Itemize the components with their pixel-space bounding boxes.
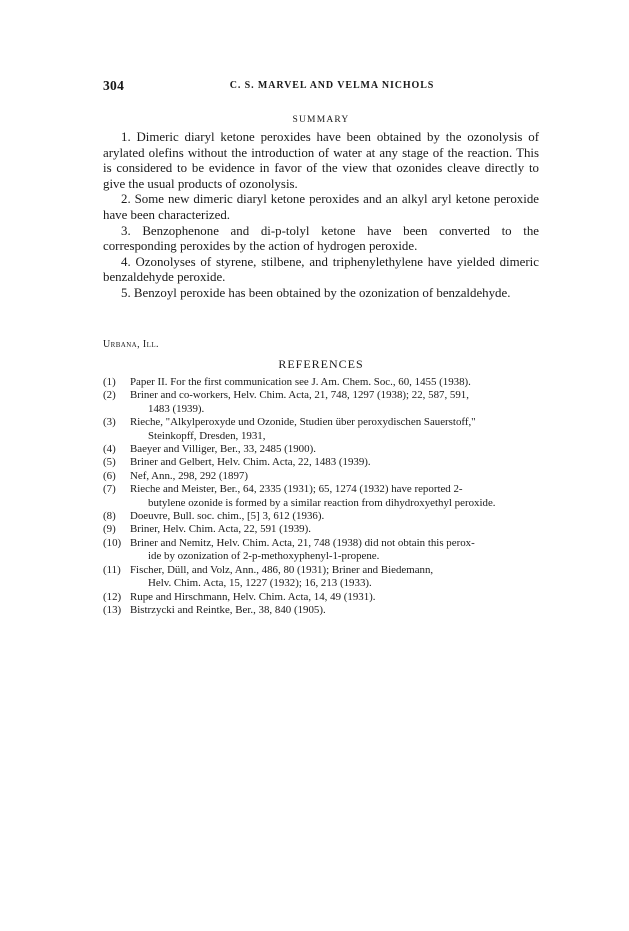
reference-continuation: butylene ozonide is formed by a similar reaction from dihydroxyethyl peroxide.	[148, 496, 496, 509]
summary-paragraph: 2. Some new dimeric diaryl ketone peroxides and an alkyl aryl ketone peroxide have been characterized.	[103, 192, 539, 222]
reference-number: (3)	[103, 416, 116, 429]
reference-item	[103, 483, 539, 510]
reference-text: Rupe and Hirschmann, Helv. Chim. Acta, 14, 49 (1931).	[130, 590, 376, 603]
summary-heading: SUMMARY	[292, 115, 350, 125]
reference-item	[103, 604, 539, 617]
reference-text: Baeyer and Villiger, Ber., 33, 2485 (1900).	[130, 443, 316, 456]
summary-paragraph: 4. Ozonolyses of styrene, stilbene, and triphenylethylene have yielded dimeric benzaldehyde peroxide.	[103, 254, 539, 285]
reference-item	[103, 416, 539, 443]
reference-number: (4)	[103, 443, 116, 456]
reference-continuation: Steinkopff, Dresden, 1931,	[148, 429, 266, 442]
reference-continuation: 1483 (1939).	[148, 402, 205, 415]
reference-item	[103, 523, 539, 536]
reference-text: Bistrzycki and Reintke, Ber., 38, 840 (1905).	[130, 603, 326, 616]
reference-number: (12)	[103, 590, 122, 603]
reference-number: (5)	[103, 456, 116, 469]
reference-text: Briner and co-workers, Helv. Chim. Acta, 21, 748, 1297 (1938); 22, 587, 591,	[130, 389, 469, 402]
reference-number: (6)	[103, 469, 116, 482]
reference-item	[103, 564, 539, 591]
reference-number: (2)	[103, 389, 116, 402]
reference-number: (7)	[103, 483, 116, 496]
reference-number: (9)	[103, 523, 116, 536]
references-heading: REFERENCES	[278, 357, 364, 371]
summary-paragraph: 1. Dimeric diaryl ketone peroxides have been obtained by the ozonolysis of arylated olefins without the introduction of water at any stage of the reaction. This is considered to be evidence in favor of the view that ozonides cleave directly to give the usual products of ozonolysis.	[103, 130, 539, 191]
references-list	[103, 376, 539, 617]
reference-item	[103, 376, 539, 389]
summary-paragraph: 3. Benzophenone and di-p-tolyl ketone have been converted to the corresponding peroxides by the action of hydrogen peroxide.	[103, 223, 539, 254]
reference-continuation: ide by ozonization of 2-p-methoxyphenyl-1-propene.	[148, 550, 380, 563]
reference-item	[103, 443, 539, 456]
running-head: C. S. MARVEL AND VELMA NICHOLS	[229, 80, 435, 91]
reference-item	[103, 470, 539, 483]
reference-text: Rieche, "Alkylperoxyde und Ozonide, Studien über peroxydischen Sauerstoff,"	[130, 416, 476, 429]
reference-item	[103, 456, 539, 469]
reference-item	[103, 389, 539, 416]
summary-section	[103, 130, 539, 302]
author-location: Urbana, Ill.	[103, 339, 159, 350]
reference-item	[103, 537, 539, 564]
reference-text: Nef, Ann., 298, 292 (1897)	[130, 469, 248, 482]
reference-text: Briner and Gelbert, Helv. Chim. Acta, 22, 1483 (1939).	[130, 456, 371, 469]
reference-text: Briner and Nemitz, Helv. Chim. Acta, 21, 748 (1938) did not obtain this perox-	[130, 536, 475, 549]
reference-number: (11)	[103, 563, 121, 576]
page-number: 304	[103, 78, 125, 93]
reference-item	[103, 591, 539, 604]
reference-item	[103, 510, 539, 523]
reference-number: (1)	[103, 376, 116, 388]
summary-paragraph: 5. Benzoyl peroxide has been obtained by the ozonization of benzaldehyde.	[121, 285, 511, 300]
reference-text: Paper II. For the first communication see J. Am. Chem. Soc., 60, 1455 (1938).	[130, 376, 471, 388]
reference-continuation: Helv. Chim. Acta, 15, 1227 (1932); 16, 213 (1933).	[148, 577, 372, 590]
reference-number: (8)	[103, 510, 116, 523]
reference-number: (10)	[103, 536, 122, 549]
reference-text: Fischer, Düll, and Volz, Ann., 486, 80 (1931); Briner and Biedemann,	[130, 563, 434, 576]
reference-number: (13)	[103, 603, 122, 616]
page-header	[103, 78, 539, 94]
reference-text: Rieche and Meister, Ber., 64, 2335 (1931); 65, 1274 (1932) have reported 2-	[130, 483, 463, 496]
reference-text: Briner, Helv. Chim. Acta, 22, 591 (1939).	[130, 523, 311, 536]
reference-text: Doeuvre, Bull. soc. chim., [5] 3, 612 (1936).	[130, 510, 325, 523]
